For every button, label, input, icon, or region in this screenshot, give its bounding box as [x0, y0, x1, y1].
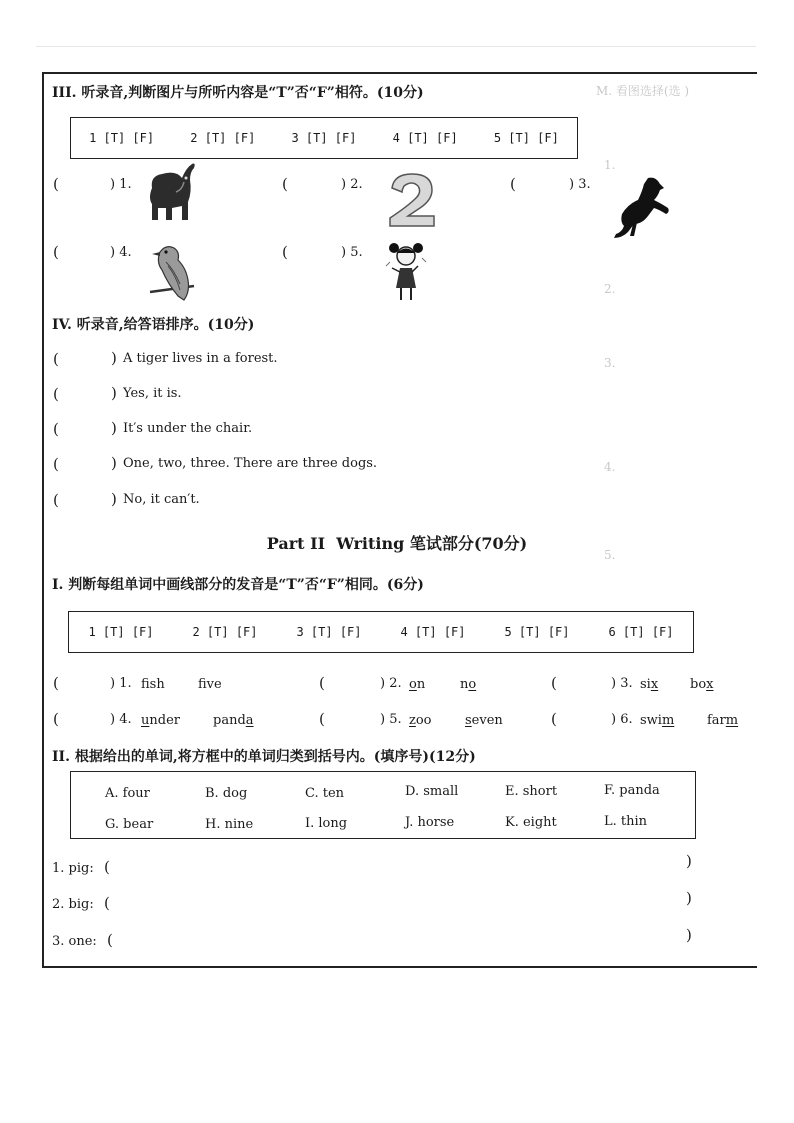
bleed-text-6: 5. [604, 548, 616, 562]
item-number: ) 5. [380, 712, 402, 727]
answer-paren-close: ) [111, 349, 117, 367]
bleed-text-3: 2. [604, 282, 616, 296]
word-b: fve [198, 677, 222, 692]
part2-title: Part II Writing 笔试部分(70分) [266, 534, 528, 553]
answer-text: It′s under the chair. [123, 421, 253, 436]
writing1-answer-box [68, 611, 694, 653]
category-answer-close: ) [686, 852, 692, 870]
word-b: farm [707, 713, 739, 728]
item-number: ) 3. [569, 177, 591, 192]
answer-option[interactable]: 4 [T] [F] [392, 131, 458, 145]
item-number: ) 1. [110, 177, 132, 192]
answer-row [53, 490, 200, 509]
answer-text: One, two, three. There are three dogs. [123, 456, 378, 471]
answer-paren-open[interactable]: ( [319, 710, 325, 728]
bleed-text-4: 3. [604, 356, 616, 370]
answer-text: No, it can′t. [123, 492, 200, 507]
word-a: zoo [409, 713, 432, 728]
word-option: H. nine [205, 817, 254, 832]
item-number: ) 2. [380, 676, 402, 691]
answer-option[interactable]: 3 [T] [F] [296, 625, 362, 639]
girl-icon [382, 238, 430, 306]
word-a: under [141, 713, 180, 728]
answer-option[interactable]: 2 [T] [F] [190, 131, 256, 145]
category-label: 3. one: [52, 934, 97, 949]
bleed-text-5: 4. [604, 460, 616, 474]
word-a: swim [640, 713, 675, 728]
item-number: ) 1. [110, 676, 132, 691]
bird-icon [146, 240, 198, 306]
answer-paren-open[interactable]: ( [53, 491, 59, 509]
item-number: ) 4. [110, 245, 132, 260]
word-b: panda [213, 713, 254, 728]
writing1-title: I. 判断每组单词中画线部分的发音是“T”否“F”相同。(6分) [52, 577, 424, 593]
answer-row [53, 384, 182, 403]
section3-title: III. 听录音,判断图片与所听内容是“T”否“F”相符。(10分) [52, 85, 424, 101]
answer-paren-open[interactable]: ( [53, 710, 59, 728]
answer-text: Yes, it is. [123, 386, 182, 401]
elephant-icon [142, 158, 200, 226]
answer-option[interactable]: 6 [T] [F] [608, 625, 674, 639]
answer-paren-close: ) [111, 384, 117, 402]
answer-paren-open[interactable]: ( [53, 243, 59, 261]
answer-paren-open[interactable]: ( [53, 674, 59, 692]
word-option: C. ten [305, 786, 345, 801]
item-number: ) 2. [341, 177, 363, 192]
item-number: ) 3. [611, 676, 633, 691]
section4-title: IV. 听录音,给答语排序。(10分) [52, 317, 255, 333]
answer-row [53, 419, 253, 438]
number-two-icon [384, 170, 440, 230]
item-number: ) 5. [341, 245, 363, 260]
word-option: J. horse [405, 815, 455, 830]
word-option: B. dog [205, 786, 248, 801]
word-option: I. long [305, 816, 348, 831]
page-top-rule [36, 46, 756, 47]
word-b: box [690, 677, 714, 692]
answer-paren-open[interactable]: ( [53, 455, 59, 473]
answer-paren-open[interactable]: ( [53, 420, 59, 438]
category-answer-open[interactable]: ( [107, 931, 113, 949]
answer-paren-open[interactable]: ( [53, 350, 59, 368]
word-a: fsh [141, 677, 165, 692]
word-option: E. short [505, 784, 558, 799]
category-label: 1. pig: [52, 861, 94, 876]
word-b: no [460, 677, 477, 692]
answer-text: A tiger lives in a forest. [123, 351, 278, 366]
answer-paren-open[interactable]: ( [282, 175, 288, 193]
bleed-text-2: 1. [604, 158, 616, 172]
writing2-title: II. 根据给出的单词,将方框中的单词归类到括号内。(填序号)(12分) [52, 749, 476, 765]
answer-option[interactable]: 5 [T] [F] [504, 625, 570, 639]
category-answer-open[interactable]: ( [104, 894, 110, 912]
answer-paren-open[interactable]: ( [53, 385, 59, 403]
category-label: 2. big: [52, 897, 94, 912]
answer-paren-open[interactable]: ( [551, 674, 557, 692]
category-answer-open[interactable]: ( [104, 858, 110, 876]
answer-paren-open[interactable]: ( [282, 243, 288, 261]
answer-option[interactable]: 1 [T] [F] [88, 625, 154, 639]
answer-paren-close: ) [111, 419, 117, 437]
answer-paren-close: ) [111, 490, 117, 508]
answer-option[interactable]: 2 [T] [F] [192, 625, 258, 639]
word-option: A. four [105, 786, 150, 801]
item-number: ) 4. [110, 712, 132, 727]
category-answer-close: ) [686, 889, 692, 907]
answer-row [53, 349, 278, 368]
answer-option[interactable]: 1 [T] [F] [89, 131, 155, 145]
word-option: L. thin [604, 814, 648, 829]
bleed-text-1: M. 看图选择(选 ) [596, 84, 690, 98]
word-b: seven [465, 713, 503, 728]
answer-option[interactable]: 3 [T] [F] [291, 131, 357, 145]
answer-paren-open[interactable]: ( [510, 175, 516, 193]
item-number: ) 6. [611, 712, 633, 727]
answer-row [53, 454, 378, 473]
horse-icon [608, 174, 672, 240]
category-answer-close: ) [686, 926, 692, 944]
word-a: on [409, 677, 426, 692]
answer-paren-open[interactable]: ( [319, 674, 325, 692]
answer-option[interactable]: 4 [T] [F] [400, 625, 466, 639]
word-option: K. eight [505, 815, 557, 830]
word-option: D. small [405, 784, 459, 799]
word-option: G. bear [105, 817, 154, 832]
section3-answer-box [70, 117, 578, 159]
answer-option[interactable]: 5 [T] [F] [493, 131, 559, 145]
word-a: six [640, 677, 659, 692]
answer-paren-open[interactable]: ( [53, 175, 59, 193]
word-option: F. panda [604, 783, 660, 798]
answer-paren-close: ) [111, 454, 117, 472]
word-options-box [70, 771, 696, 839]
answer-paren-open[interactable]: ( [551, 710, 557, 728]
